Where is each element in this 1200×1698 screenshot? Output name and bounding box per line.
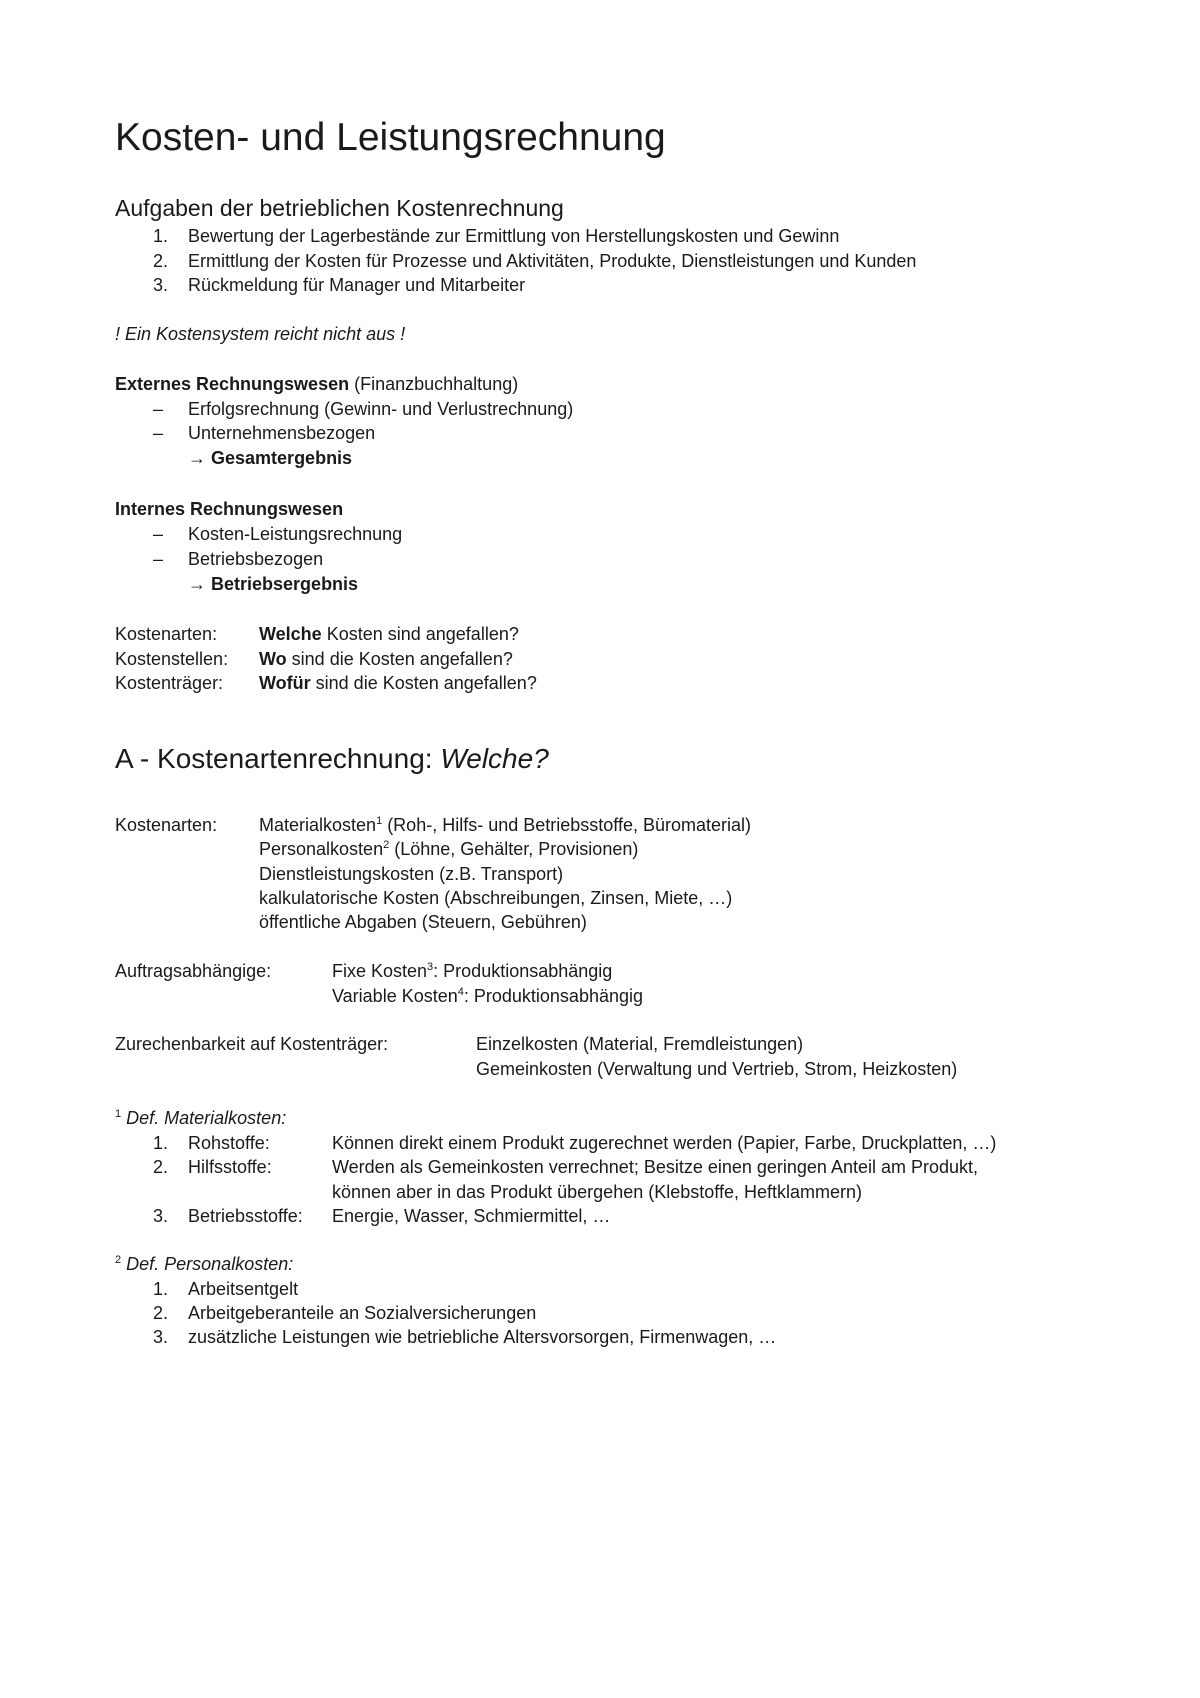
list-item: Rückmeldung für Manager und Mitarbeiter — [188, 275, 526, 295]
list-item: Bewertung der Lagerbestände zur Ermittlung von Herstellungskosten und Gewinn — [188, 226, 840, 246]
list-item: zusätzliche Leistungen wie betriebliche Altersvorsorgen, Firmenwagen, … — [188, 1327, 777, 1347]
auftrag-name: Variable Kosten — [332, 986, 458, 1006]
question-keyword: Welche — [259, 624, 322, 644]
result-line — [188, 572, 358, 596]
def-heading: Def. Materialkosten: — [126, 1108, 287, 1128]
auftrag-item — [332, 959, 612, 983]
dash-bullet: – — [153, 524, 164, 544]
question-text — [259, 647, 513, 671]
def-heading: Def. Personalkosten: — [126, 1254, 294, 1274]
zurechen-item: Einzelkosten (Material, Fremdleistungen) — [476, 1034, 804, 1054]
kostenart-rest: (Löhne, Gehälter, Provisionen) — [389, 839, 639, 859]
result-text: Betriebsergebnis — [211, 574, 359, 594]
zurechen-label: Zurechenbarkeit auf Kostenträger: — [115, 1034, 389, 1054]
question-label: Kostenarten: — [115, 624, 218, 644]
list-item: Arbeitsentgelt — [188, 1279, 299, 1299]
list-number: 1. — [153, 1279, 169, 1299]
note-text: ! Ein Kostensystem reicht nicht aus ! — [115, 324, 406, 344]
section-a-title-italic: Welche? — [440, 743, 549, 774]
kostenart-item: Dienstleistungskosten (z.B. Transport) — [259, 864, 564, 884]
list-number: 3. — [153, 275, 169, 295]
def-desc: Energie, Wasser, Schmiermittel, … — [332, 1206, 611, 1226]
auftrag-item — [332, 984, 643, 1008]
def-desc: können aber in das Produkt übergehen (Klebstoffe, Heftklammern) — [332, 1182, 862, 1202]
def-desc: Werden als Gemeinkosten verrechnet; Besitze einen geringen Anteil am Produkt, — [332, 1157, 979, 1177]
result-text: Gesamtergebnis — [211, 448, 353, 468]
kostenart-item: kalkulatorische Kosten (Abschreibungen, Zinsen, Miete, …) — [259, 888, 733, 908]
question-rest: sind die Kosten angefallen? — [286, 649, 513, 669]
externes-heading-line — [115, 372, 518, 396]
list-number: 3. — [153, 1206, 169, 1226]
footnote-ref: 4 — [457, 986, 464, 998]
kostenarten-label: Kostenarten: — [115, 815, 218, 835]
kostenart-name: Materialkosten — [259, 815, 377, 835]
externes-suffix: (Finanzbuchhaltung) — [354, 374, 519, 394]
question-text — [259, 671, 537, 695]
aufgaben-heading: Aufgaben der betrieblichen Kostenrechnung — [115, 195, 564, 221]
kostenart-name: Personalkosten — [259, 839, 384, 859]
footnote-marker: 2 — [115, 1254, 122, 1266]
list-number: 2. — [153, 1157, 169, 1177]
zurechen-item: Gemeinkosten (Verwaltung und Vertrieb, Strom, Heizkosten) — [476, 1059, 958, 1079]
question-label: Kostenstellen: — [115, 649, 229, 669]
question-keyword: Wo — [259, 649, 287, 669]
question-text — [259, 622, 519, 646]
arrow-icon: → — [188, 574, 206, 594]
auftrag-rest: : Produktionsabhängig — [463, 986, 644, 1006]
externes-heading: Externes Rechnungswesen — [115, 374, 350, 394]
list-item: Erfolgsrechnung (Gewinn- und Verlustrechnung) — [188, 399, 574, 419]
question-rest: sind die Kosten angefallen? — [310, 673, 537, 693]
result-line — [188, 446, 352, 470]
dash-bullet: – — [153, 399, 164, 419]
arrow-icon: → — [188, 448, 206, 468]
list-item: Arbeitgeberanteile an Sozialversicherungen — [188, 1303, 537, 1323]
list-number: 3. — [153, 1327, 169, 1347]
list-item: Unternehmensbezogen — [188, 423, 376, 443]
footnote-marker: 1 — [115, 1108, 122, 1120]
kostenart-rest: (Roh-, Hilfs- und Betriebsstoffe, Büromaterial) — [382, 815, 751, 835]
kostenart-item: öffentliche Abgaben (Steuern, Gebühren) — [259, 912, 587, 932]
def-heading-line — [115, 1252, 293, 1276]
footnote-ref: 2 — [383, 839, 390, 851]
def-term: Betriebsstoffe: — [188, 1206, 303, 1226]
internes-heading-line — [115, 497, 343, 521]
footnote-ref: 1 — [376, 815, 383, 827]
internes-heading: Internes Rechnungswesen — [115, 499, 344, 519]
auftrag-rest: : Produktionsabhängig — [433, 961, 613, 981]
section-a-title-text: A - Kostenartenrechnung: — [115, 743, 441, 774]
list-number: 2. — [153, 251, 169, 271]
def-heading-line — [115, 1106, 286, 1130]
auftrag-label: Auftragsabhängige: — [115, 961, 272, 981]
question-label: Kostenträger: — [115, 673, 224, 693]
kostenart-item — [259, 813, 751, 837]
def-term: Rohstoffe: — [188, 1133, 270, 1153]
list-number: 1. — [153, 1133, 169, 1153]
list-number: 1. — [153, 226, 169, 246]
def-desc: Können direkt einem Produkt zugerechnet werden (Papier, Farbe, Druckplatten, …) — [332, 1133, 997, 1153]
page-title: Kosten- und Leistungsrechnung — [115, 116, 666, 159]
list-item: Betriebsbezogen — [188, 549, 324, 569]
list-item: Ermittlung der Kosten für Prozesse und Aktivitäten, Produkte, Dienstleistungen und Kunden — [188, 251, 917, 271]
auftrag-name: Fixe Kosten — [332, 961, 428, 981]
list-number: 2. — [153, 1303, 169, 1323]
footnote-ref: 3 — [427, 961, 434, 973]
kostenart-item — [259, 837, 638, 861]
dash-bullet: – — [153, 423, 164, 443]
question-rest: Kosten sind angefallen? — [321, 624, 519, 644]
list-item: Kosten-Leistungsrechnung — [188, 524, 403, 544]
question-keyword: Wofür — [259, 673, 311, 693]
section-a-title — [115, 741, 549, 777]
def-term: Hilfsstoffe: — [188, 1157, 272, 1177]
dash-bullet: – — [153, 549, 164, 569]
